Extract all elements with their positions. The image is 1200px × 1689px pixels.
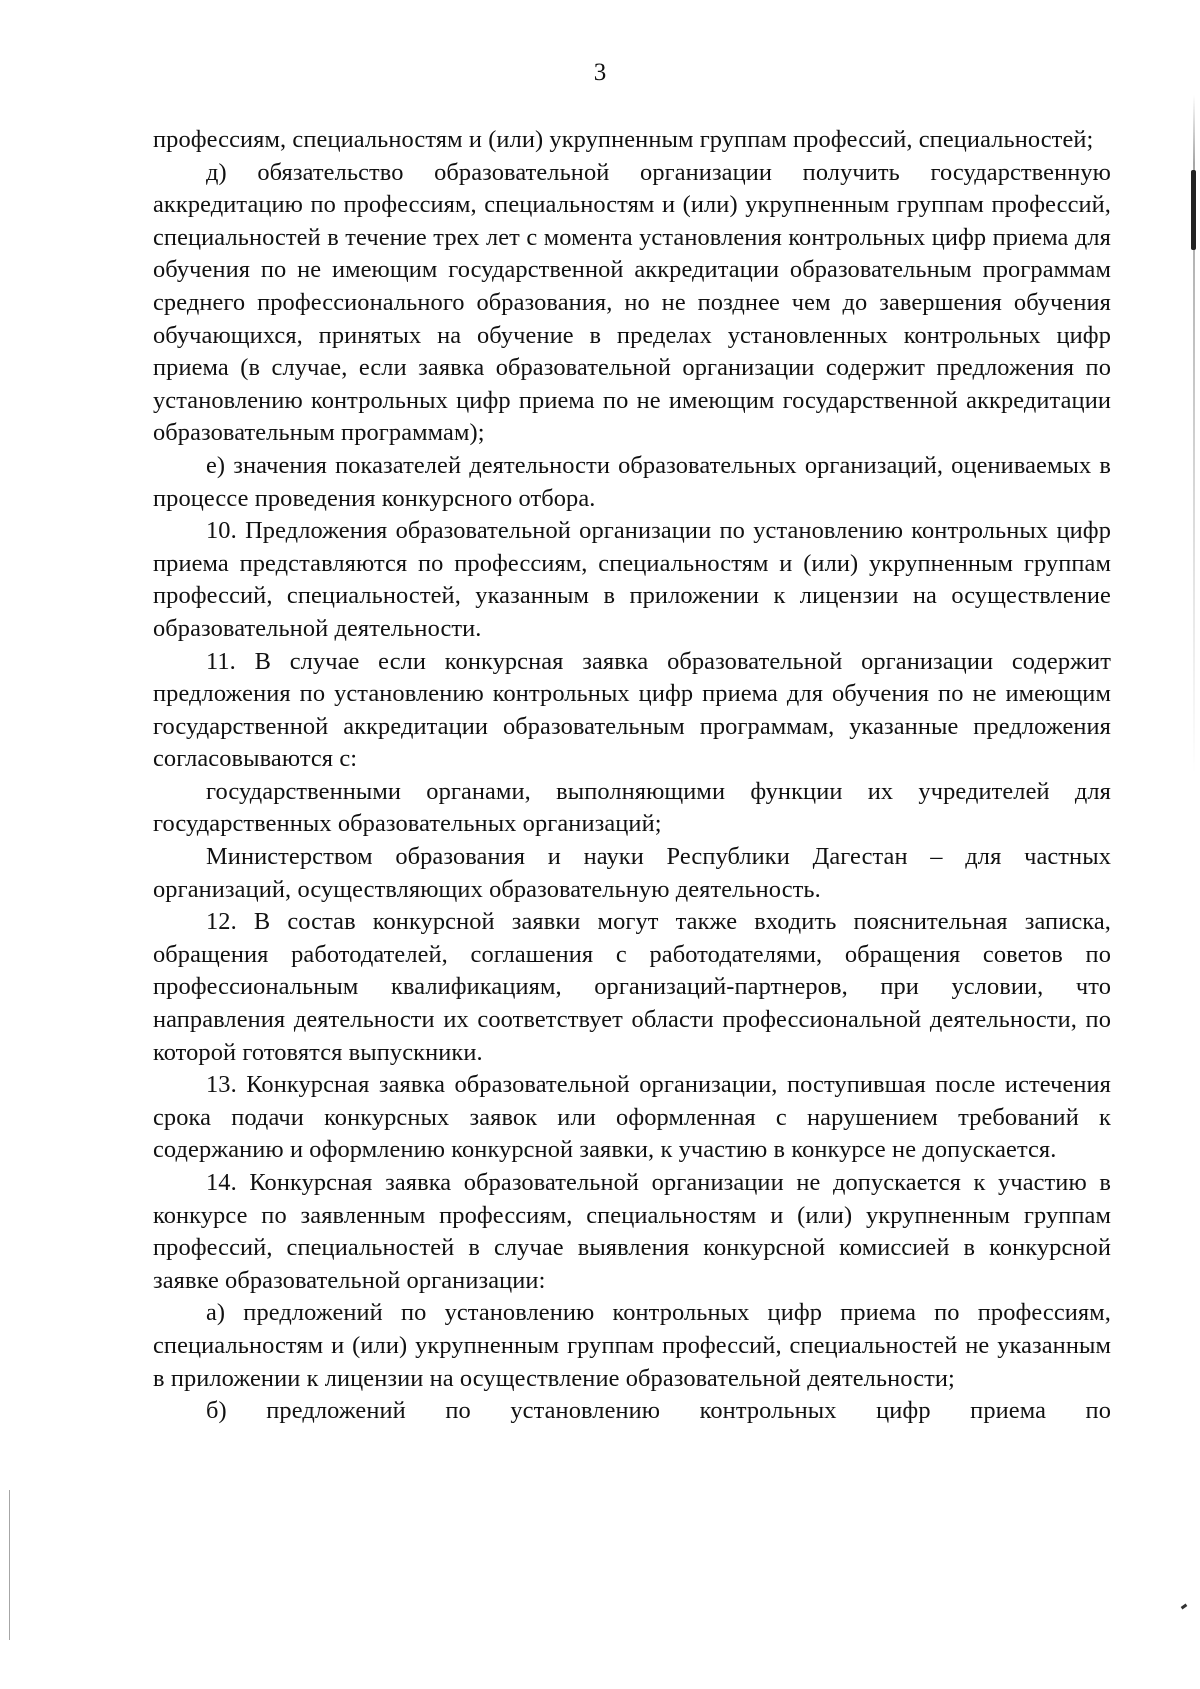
- paragraph-11: 11. В случае если конкурсная заявка образовательной организации содержит предложения по установлению контрольных цифр приема для обучения по не имеющим государственной аккредитации образовательным программам, указанные предложения согласовываются с:: [153, 647, 1111, 773]
- paragraph-13: 13. Конкурсная заявка образовательной организации, поступившая после истечения срока подачи конкурсных заявок или оформленная с нарушением требований к содержанию и оформлению конкурсной заявки, к участию в конкурсе не допускается.: [153, 1071, 1111, 1164]
- paragraph-item-d: д) обязательство образовательной организации получить государственную аккредитацию по профессиям, специальностям и (или) укрупненным группам профессий, специальностей в течение трех лет с момента установления контрольных цифр приема для обучения по не имеющим государственной аккредитации образовательным программам среднего профессионального образования, но не позднее чем до завершения обучения обучающихся, принятых на обучение в пределах установленных контрольных цифр приема (в случае, если заявка образовательной организации содержит предложения по установлению контрольных цифр приема по не имеющим государственной аккредитации образовательным программам);: [153, 158, 1111, 447]
- paragraph-12: 12. В состав конкурсной заявки могут также входить пояснительная записка, обращения работодателей, соглашения с работодателями, обращения советов по профессиональным квалификациям, организаций-партнеров, при условии, что направления деятельности их соответствует области профессиональной деятельности, по которой готовятся выпускники.: [153, 908, 1111, 1066]
- scan-tick-artifact: [1181, 1604, 1188, 1610]
- paragraph-item-e: е) значения показателей деятельности образовательных организаций, оцениваемых в процессе проведения конкурсного отбора.: [153, 451, 1111, 512]
- page-number: 3: [593, 59, 607, 86]
- paragraph-continuation: профессиям, специальностям и (или) укрупненным группам профессий, специальностей;: [153, 126, 1094, 153]
- paragraph-10: 10. Предложения образовательной организации по установлению контрольных цифр приема представляются по профессиям, специальностям и (или) укрупненным группам профессий, специальностей, указанным в приложении к лицензии на осуществление образовательной деятельности.: [153, 517, 1111, 642]
- paragraph-14: 14. Конкурсная заявка образовательной организации не допускается к участию в конкурсе по заявленным профессиям, специальностям и (или) укрупненным группам профессий, специальностей в случае выявления конкурсной комиссией в конкурсной заявке образовательной организации:: [153, 1169, 1111, 1294]
- scan-mark-artifact: [1191, 170, 1196, 250]
- document-body: [153, 124, 1111, 1428]
- paragraph-11-state-bodies: государственными органами, выполняющими функции их учредителей для государственных образовательных организаций;: [153, 777, 1111, 838]
- paragraph-14-item-a: а) предложений по установлению контрольных цифр приема по профессиям, специальностям и (или) укрупненным группам профессий, специальностей не указанным в приложении к лицензии на осуществление образовательной деятельности;: [153, 1299, 1111, 1392]
- paragraph-11-ministry: Министерством образования и науки Республики Дагестан – для частных организаций, осуществляющих образовательную деятельность.: [153, 843, 1111, 903]
- paragraph-14-item-b: б) предложений по установлению контрольных цифр приема по: [206, 1397, 1111, 1425]
- scan-edge-artifact-left: [9, 1490, 10, 1640]
